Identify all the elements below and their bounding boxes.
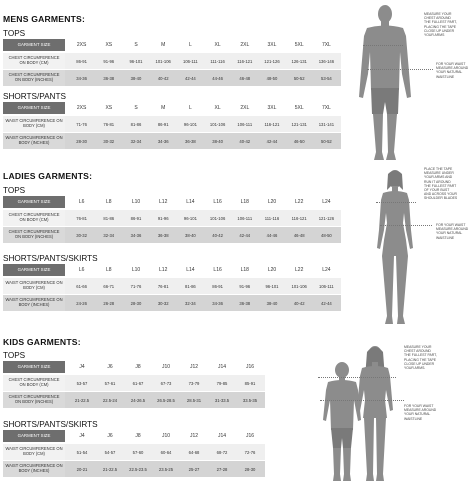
size-cell: XL [214,42,221,48]
measurement-label: CHEST CIRCUMFERENCE ON BODY (CM) [3,375,65,391]
size-cell: XS [105,105,113,111]
measurement-cell: 79-85 [216,380,228,386]
female-figure-illustration [370,168,420,328]
measurement-cell: 28-30 [130,300,142,306]
measurement-cell: 34-36 [76,75,87,81]
size-cell: L [189,42,192,48]
size-cell: L20 [267,199,277,205]
measurement-cell: 24-26.5 [130,397,146,403]
measurement-cell: 61-66 [76,283,87,289]
size-cell: L6 [78,267,85,273]
garment-size-label: GARMENT SIZE [3,361,65,373]
size-cell: L16 [213,199,222,205]
measurement-cell: 36-38 [103,75,115,81]
size-cell: L6 [78,199,85,205]
table-row [3,133,341,149]
measurement-cell: 28-30 [244,466,256,472]
size-cell: XL [214,105,221,111]
size-cell: L20 [267,267,277,273]
size-cell: L14 [186,267,195,273]
measurement-cell: 96-101 [265,283,279,289]
measurement-cell: 73-79 [188,380,200,386]
table-row [3,295,341,311]
size-cell: J12 [189,433,199,439]
measurement-cell: 51-54 [76,449,88,455]
measurement-cell: 71-76 [130,283,142,289]
size-cell: 7XL [321,105,331,111]
size-cell: J4 [79,364,85,370]
measurement-cell: 36-38 [185,138,196,144]
measurement-cell: 96-101 [129,58,143,64]
size-cell: L12 [159,199,168,205]
measurement-cell: 36-38 [157,232,169,238]
measurement-cell: 131-141 [318,121,335,127]
measurement-cell: 96-101 [183,121,197,127]
measurement-cell: 46-50 [293,138,305,144]
measurement-cell: 28-30 [76,138,87,144]
measurement-cell: 91-96 [103,58,115,64]
measurement-cell: 121-126 [264,58,280,64]
measurement-cell: 26-28 [103,300,115,306]
mens-section-title: MENS GARMENTS: [3,14,86,24]
measurement-cell: 40-42 [212,232,223,238]
size-cell: S [134,42,138,48]
size-cell: J10 [161,364,171,370]
size-cell: J16 [245,433,255,439]
measurement-cell: 54-57 [104,449,116,455]
mens-waist-note: FOR YOUR WAIST MEASURE AROUND YOUR NATURAL WAISTLINE [436,62,469,79]
measurement-cell: 67-73 [160,380,172,386]
measurement-cell: 116-121 [291,215,307,221]
measurement-cell: 31-33.5 [214,397,230,403]
measurement-cell: 106-111 [319,283,334,289]
measurement-cell: 23.5-25 [158,466,174,472]
measurement-label: CHEST CIRCUMFERENCE ON BODY (CM) [3,210,65,226]
size-cell: J6 [107,433,113,439]
mens-waist-dotted-line [367,69,433,70]
size-cell: 3XL [267,105,277,111]
size-cell: J4 [79,433,85,439]
mens-chest-note: MEASURE YOUR CHEST AROUND THE FULLEST PART, PLACING THE TAPE CLOSE UP UNDER YOUR ARMS [424,12,457,38]
measurement-label: WAIST CIRCUMFERENCE ON BODY (CM) [3,444,65,460]
measurement-cell: 91-96 [239,283,251,289]
garment-size-label: GARMENT SIZE [3,196,65,208]
measurement-cell: 106-111 [237,215,253,221]
mens-tops-title: TOPS [3,29,26,38]
measurement-cell: 46-48 [239,75,251,81]
measurement-cell: 21-22.5 [74,397,90,403]
measurement-cell: 96-101 [183,215,197,221]
measurement-cell: 53-57 [76,380,88,386]
measurement-cell: 32-34 [103,232,115,238]
size-cell: XS [105,42,113,48]
ladies-chest-note: PLACE THE TAPE MEASURE UNDER YOUR ARMS AND RUN IT AROUND THE FULLEST PART OF YOUR BUST AND ACROSS YOUR SHOULDER BLADES [424,167,458,201]
measurement-cell: 71-76 [76,121,87,127]
measurement-cell: 57-60 [132,449,144,455]
measurement-label: WAIST CIRCUMFERENCE ON BODY (INCHES) [3,461,65,477]
measurement-cell: 44-46 [212,75,223,81]
kids-waist-dotted-line [320,400,404,401]
measurement-cell: 28.5-31 [186,397,202,403]
measurement-cell: 116-121 [237,58,253,64]
table-row [3,444,265,460]
table-row [3,392,265,408]
measurement-cell: 42-44 [321,300,332,306]
measurement-cell: 32-34 [185,300,196,306]
size-cell: 5XL [294,42,304,48]
measurement-cell: 38-40 [212,138,223,144]
measurement-cell: 40-42 [239,138,251,144]
size-cell: L12 [159,267,168,273]
measurement-label: CHEST CIRCUMFERENCE ON BODY (INCHES) [3,227,65,243]
measurement-cell: 76-81 [157,283,169,289]
measurement-cell: 101-106 [155,58,171,64]
measurement-cell: 85-91 [244,380,256,386]
size-cell: J16 [245,364,255,370]
size-cell: M [161,42,166,48]
size-cell: J10 [161,433,171,439]
mens-bottoms-size-row [3,102,341,114]
measurement-label: WAIST CIRCUMFERENCE ON BODY (INCHES) [3,133,65,149]
table-row [3,210,341,226]
measurement-cell: 91-96 [157,215,169,221]
male-figure-illustration [355,2,415,165]
measurement-cell: 76-81 [103,121,115,127]
garment-size-label: GARMENT SIZE [3,264,65,276]
measurement-cell: 101-106 [291,283,307,289]
measurement-cell: 86-91 [157,121,169,127]
mens-tops-size-row [3,39,341,51]
measurement-cell: 53-54 [321,75,332,81]
size-cell: J6 [107,364,113,370]
table-row [3,227,341,243]
measurement-cell: 42-44 [185,75,196,81]
measurement-cell: 38-40 [130,75,142,81]
size-cell: L [189,105,192,111]
measurement-cell: 86-91 [212,283,223,289]
measurement-cell: 121-126 [318,215,335,221]
size-cell: L8 [106,267,112,273]
size-cell: L16 [213,267,222,273]
table-row [3,461,265,477]
size-cell: L10 [131,267,141,273]
size-cell: 2XS [76,42,87,48]
ladies-bottoms-title: SHORTS/PANTS/SKIRTS [3,254,98,263]
measurement-label: WAIST CIRCUMFERENCE ON BODY (CM) [3,278,65,294]
ladies-section-title: LADIES GARMENTS: [3,171,93,181]
measurement-cell: 30-32 [76,232,87,238]
measurement-cell: 24-26 [76,300,87,306]
table-row [3,278,341,294]
measurement-cell: 50-52 [293,75,305,81]
measurement-cell: 76-81 [76,215,87,221]
measurement-cell: 57-61 [104,380,116,386]
measurement-cell: 81-86 [130,121,142,127]
size-cell: 2XS [76,105,87,111]
measurement-cell: 50-52 [321,138,332,144]
measurement-cell: 111-116 [210,58,225,64]
measurement-cell: 34-36 [212,300,223,306]
kids-tops-size-row [3,361,265,373]
size-cell: L24 [322,199,331,205]
measurement-cell: 86-91 [76,58,87,64]
measurement-cell: 33.5-35 [242,397,258,403]
measurement-cell: 136-146 [318,58,335,64]
measurement-cell: 48-50 [266,75,278,81]
size-cell: L10 [131,199,141,205]
table-row [3,375,265,391]
measurement-cell: 86-91 [130,215,142,221]
measurement-cell: 30-32 [103,138,115,144]
measurement-label: CHEST CIRCUMFERENCE ON BODY (INCHES) [3,70,65,86]
measurement-cell: 66-71 [103,283,115,289]
measurement-cell: 40-42 [293,300,305,306]
table-row [3,70,341,86]
size-cell: 3XL [267,42,277,48]
measurement-cell: 34-36 [157,138,169,144]
measurement-cell: 61-67 [132,380,144,386]
size-cell: L18 [240,267,249,273]
kids-tops-title: TOPS [3,351,26,360]
kids-section-title: KIDS GARMENTS: [3,337,81,347]
ladies-waist-dotted-line [380,225,432,226]
kids-waist-note: FOR YOUR WAIST MEASURE AROUND YOUR NATURAL WAISTLINE [404,404,437,421]
ladies-bottoms-size-row [3,264,341,276]
ladies-tops-title: TOPS [3,186,26,195]
measurement-label: WAIST CIRCUMFERENCE ON BODY (CM) [3,116,65,132]
measurement-cell: 126-131 [291,58,307,64]
size-cell: J8 [135,433,141,439]
measurement-cell: 46-48 [293,232,305,238]
measurement-cell: 30-32 [157,300,169,306]
measurement-cell: 22.5-23.5 [129,466,147,472]
measurement-cell: 42-44 [266,138,278,144]
mens-chest-dotted-line [363,45,403,46]
measurement-cell: 81-86 [103,215,115,221]
size-cell: 2XL [240,42,250,48]
size-cell: L24 [322,267,331,273]
ladies-tops-size-row [3,196,341,208]
measurement-cell: 25-27 [188,466,200,472]
garment-size-label: GARMENT SIZE [3,39,65,51]
size-cell: J14 [217,364,227,370]
measurement-cell: 34-36 [130,232,142,238]
measurement-cell: 111-116 [264,215,280,221]
size-cell: L14 [186,199,195,205]
size-cell: M [161,105,166,111]
measurement-cell: 68-72 [216,449,228,455]
measurement-cell: 40-42 [157,75,169,81]
size-cell: J14 [217,433,227,439]
measurement-label: CHEST CIRCUMFERENCE ON BODY (INCHES) [3,392,65,408]
table-row [3,116,341,132]
size-cell: L22 [295,199,304,205]
measurement-cell: 38-40 [185,232,196,238]
size-cell: L8 [106,199,112,205]
measurement-cell: 81-86 [185,283,196,289]
size-cell: J12 [189,364,199,370]
measurement-cell: 64-68 [188,449,200,455]
measurement-cell: 106-111 [237,121,253,127]
measurement-cell: 106-111 [183,58,198,64]
size-cell: 5XL [294,105,304,111]
measurement-cell: 21-22.5 [102,466,118,472]
garment-size-label: GARMENT SIZE [3,430,65,442]
kids-chest-note: MEASURE YOUR CHEST AROUND THE FULLEST PART, PLACING THE TAPE CLOSE UP UNDER YOUR ARMS. [404,345,437,371]
measurement-cell: 121-131 [291,121,307,127]
size-cell: J8 [135,364,141,370]
measurement-cell: 44-46 [266,232,278,238]
measurement-cell: 101-106 [209,215,226,221]
table-row [3,53,341,69]
size-cell: 2XL [240,105,250,111]
measurement-cell: 20-21 [76,466,88,472]
measurement-cell: 32-34 [130,138,142,144]
ladies-waist-note: FOR YOUR WAIST MEASURE AROUND YOUR NATURAL WAISTLINE [436,223,469,240]
measurement-cell: 60-64 [160,449,172,455]
measurement-cell: 26.5-28.5 [157,397,175,403]
measurement-cell: 27-28 [216,466,228,472]
mens-bottoms-title: SHORTS/PANTS [3,92,66,101]
kids-figures-illustration [312,338,402,484]
garment-size-label: GARMENT SIZE [3,102,65,114]
kids-chest-dotted-line [318,377,396,378]
measurement-cell: 22.5-24 [102,397,118,403]
kids-bottoms-size-row [3,430,265,442]
size-cell: S [134,105,138,111]
kids-bottoms-title: SHORTS/PANTS/SKIRTS [3,420,98,429]
measurement-cell: 42-44 [239,232,251,238]
measurement-label: CHEST CIRCUMFERENCE ON BODY (CM) [3,53,65,69]
measurement-cell: 72-76 [244,449,256,455]
size-cell: 7XL [321,42,331,48]
measurement-cell: 38-40 [266,300,278,306]
size-cell: L22 [295,267,304,273]
measurement-cell: 36-38 [239,300,251,306]
measurement-cell: 48-50 [321,232,332,238]
measurement-label: WAIST CIRCUMFERENCE ON BODY (INCHES) [3,295,65,311]
measurement-cell: 116-121 [264,121,280,127]
measurement-cell: 101-106 [209,121,226,127]
ladies-chest-dotted-line [376,202,416,203]
size-cell: L18 [240,199,249,205]
